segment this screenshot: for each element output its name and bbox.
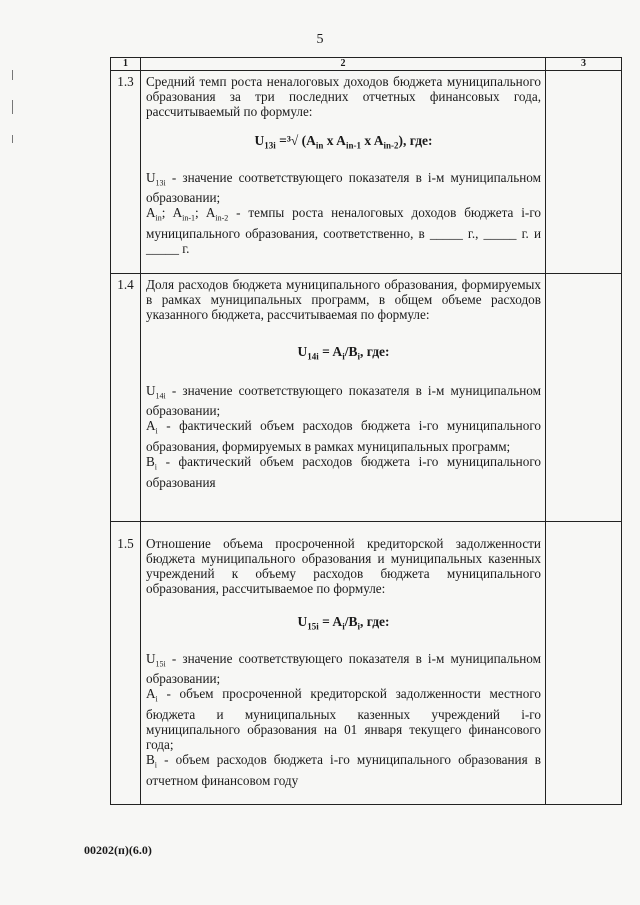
variable-definition: $A_i$ - объем просроченной кредиторской задолженности местного бюджета и муниципальных казенных учреждений i-го муниципального образования на 01 января текущего финансового года; bbox=[146, 686, 541, 752]
row-empty-cell bbox=[546, 274, 622, 522]
indicators-table bbox=[110, 57, 622, 805]
variable-definition: $U_{15i}$ - значение соответствующего показателя в i-м муниципальном образовании; bbox=[146, 650, 541, 687]
variable-definition: $U_{13i}$ - значение соответствующего показателя в i-м муниципальном образовании; bbox=[146, 169, 541, 206]
table-row bbox=[111, 522, 622, 805]
scan-edge-mark bbox=[12, 100, 13, 114]
variable-definition: $U_{14i}$ - значение соответствующего показателя в i-м муниципальном образовании; bbox=[146, 382, 541, 419]
row-content bbox=[141, 274, 546, 522]
variable-definition: $B_i$ - фактический объем расходов бюджета i-го муниципального образования bbox=[146, 453, 541, 490]
variable-definition: $A_i$ - фактический объем расходов бюджета i-го муниципального образования, формируемых в рамках муниципальных программ; bbox=[146, 418, 541, 454]
header-col-3: 3 bbox=[546, 58, 622, 71]
row-content bbox=[141, 522, 546, 805]
table-row bbox=[111, 71, 622, 274]
document-code: 00202(п)(6.0) bbox=[84, 843, 152, 857]
formula: $U_{14i} = A_i/B_i$, где: bbox=[297, 344, 390, 362]
scan-edge-mark bbox=[12, 135, 13, 143]
row-number: 1.5 bbox=[111, 522, 141, 805]
table-header-row bbox=[111, 58, 622, 71]
row-empty-cell bbox=[546, 522, 622, 805]
variable-definition: $B_i$ - объем расходов бюджета i-го муниципального образования в отчетном финансовом году bbox=[146, 751, 541, 788]
variable-definition: $A_{in}$; $A_{in-1}$; $A_{in-2}$ - темпы роста неналоговых доходов бюджета i-го муниципального образования, соответственно, в _____ г., _____ г. и _____ г. bbox=[146, 205, 541, 256]
indicator-description: Отношение объема просроченной кредиторской задолженности бюджета муниципального образования и муниципальных казенных учреждений к объему расходов бюджета муниципального образования, рассчитываемое по формуле: bbox=[146, 536, 541, 596]
table-row bbox=[111, 274, 622, 522]
row-number: 1.4 bbox=[111, 274, 141, 522]
header-col-2: 2 bbox=[141, 58, 546, 71]
page-number: 5 bbox=[316, 32, 324, 47]
indicator-description: Доля расходов бюджета муниципального образования, формируемых в рамках муниципальных программ, в общем объеме расходов указанного бюджета, рассчитываемая по формуле: bbox=[146, 277, 541, 322]
formula: $U_{15i} = A_i/B_i$, где: bbox=[297, 614, 390, 632]
row-number: 1.3 bbox=[111, 71, 141, 274]
row-empty-cell bbox=[546, 71, 622, 274]
formula: $U_{13i} =^3√$ ($A_{in}$ x $A_{in-1}$ x $A_{in-2}$), где: bbox=[254, 133, 433, 151]
header-col-1: 1 bbox=[111, 58, 141, 71]
row-content bbox=[141, 71, 546, 274]
scan-edge-mark bbox=[12, 70, 13, 80]
indicator-description: Средний темп роста неналоговых доходов бюджета муниципального образования за три последних отчетных финансовых года, рассчитываемый по формуле: bbox=[146, 74, 541, 119]
